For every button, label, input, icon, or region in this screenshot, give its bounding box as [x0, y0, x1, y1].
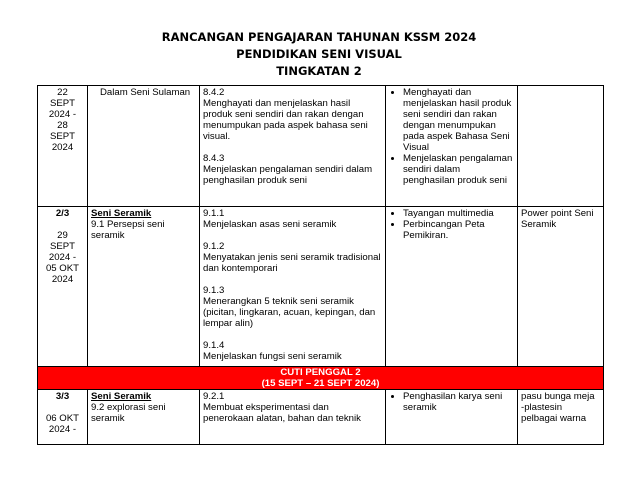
table-row	[38, 390, 604, 445]
unit-cell	[88, 86, 200, 207]
material-line: -plastesin	[521, 402, 563, 413]
objective-text: Menghayati dan menjelaskan hasil produk seni sendiri dan rakan dengan menumpukan pada aspek bahasa seni visual.	[203, 98, 368, 142]
activity-item: • Penghasilan karya seni seramik	[403, 391, 514, 413]
unit-cell	[88, 390, 200, 445]
objectives-cell	[200, 207, 386, 367]
objectives-cell	[200, 390, 386, 445]
unit-subtitle: 9.1 Persepsi seni seramik	[91, 219, 165, 241]
lesson-plan-table	[37, 85, 604, 445]
unit-title: Seni Seramik	[91, 208, 152, 219]
objective-code: 9.1.3	[203, 285, 225, 296]
activity-item: • Menjelaskan pengalaman sendiri dalam penghasilan produk seni	[403, 153, 514, 186]
objective-code: 8.4.3	[203, 153, 225, 164]
week-date-cell	[38, 86, 88, 207]
objective-text: Menerangkan 5 teknik seni seramik (picitan, lingkaran, acuan, kepingan, dan lempar alin)	[203, 296, 376, 329]
objective-text: Menjelaskan asas seni seramik	[203, 219, 337, 230]
material-line: pelbagai warna	[521, 413, 587, 424]
date-line: 22	[57, 87, 68, 98]
table-row	[38, 207, 604, 367]
date-line: 06 OKT	[45, 413, 80, 424]
materials-cell	[518, 390, 604, 445]
holiday-title: CUTI PENGGAL 2	[280, 367, 361, 378]
date-line: 2024	[51, 274, 74, 285]
unit-subtitle: 9.2 explorasi seni seramik	[91, 402, 166, 424]
week-number: 2/3	[55, 208, 70, 219]
objective-code: 9.1.2	[203, 241, 225, 252]
objective-text: Menyatakan jenis seni seramik tradisional dan kontemporari	[203, 252, 381, 274]
subject-title: PENDIDIKAN SENI VISUAL	[236, 47, 402, 61]
activities-cell	[386, 86, 518, 207]
unit-subtitle: Dalam Seni Sulaman	[100, 87, 191, 98]
objective-code: 9.1.4	[203, 340, 225, 351]
unit-title: Seni Seramik	[91, 391, 152, 402]
objective-text: Menjelaskan pengalaman sendiri dalam penghasilan produk seni	[203, 164, 373, 186]
date-line: 05 OKT	[45, 263, 80, 274]
date-line: SEPT	[49, 98, 76, 109]
date-line: SEPT	[49, 131, 76, 142]
date-line: 2024 -	[48, 252, 77, 263]
date-line: 2024 -	[48, 424, 77, 435]
holiday-row	[38, 367, 604, 390]
date-line: 28	[57, 120, 68, 131]
form-level-title: TINGKATAN 2	[276, 64, 362, 78]
activities-cell	[386, 390, 518, 445]
date-line: SEPT	[49, 241, 76, 252]
activities-cell	[386, 207, 518, 367]
date-line: 2024	[51, 142, 74, 153]
unit-cell	[88, 207, 200, 367]
objective-code: 9.2.1	[203, 391, 225, 402]
date-line: 2024 -	[48, 109, 77, 120]
activity-item: • Menghayati dan menjelaskan hasil produk seni sendiri dan rakan dengan menumpukan pada aspek Bahasa Seni Visual	[403, 87, 514, 153]
objective-code: 8.4.2	[203, 87, 225, 98]
objective-text: Menjelaskan fungsi seni seramik	[203, 351, 342, 362]
materials-cell	[518, 86, 604, 207]
activity-item: • Tayangan multimedia	[403, 208, 514, 219]
document-title: RANCANGAN PENGAJARAN TAHUNAN KSSM 2024	[161, 30, 477, 44]
objective-text: Membuat eksperimentasi dan penerokaan alatan, bahan dan teknik	[203, 402, 361, 424]
week-date-cell	[38, 390, 88, 445]
table-row	[38, 86, 604, 207]
materials-cell: Power point Seni Seramik	[518, 207, 604, 367]
objectives-cell	[200, 86, 386, 207]
date-line: 29	[57, 230, 68, 241]
week-date-cell	[38, 207, 88, 367]
objective-code: 9.1.1	[203, 208, 225, 219]
holiday-dates: (15 SEPT – 21 SEPT 2024)	[261, 378, 380, 389]
activity-item: • Perbincangan Peta Pemikiran.	[403, 219, 514, 241]
material-line: pasu bunga meja	[521, 391, 595, 402]
holiday-cell	[38, 367, 604, 390]
week-number: 3/3	[55, 391, 70, 402]
